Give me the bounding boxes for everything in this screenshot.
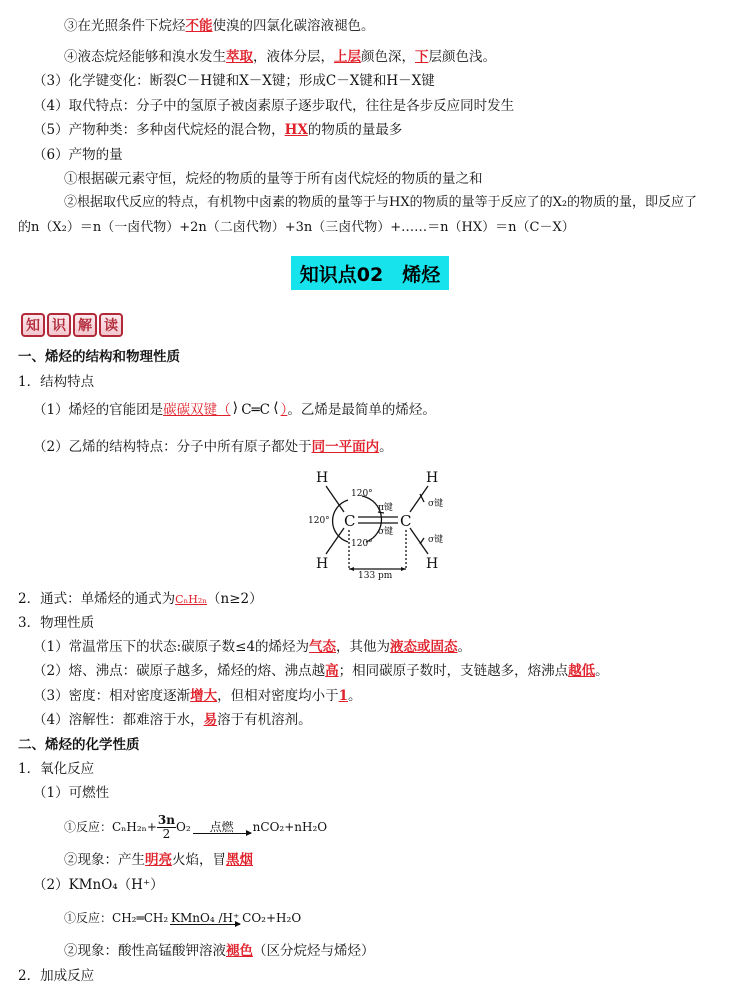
bond-h-c-tr: [410, 486, 428, 512]
point-6: （6）产物的量: [33, 147, 123, 163]
answer-general-formula: CₙH₂ₙ: [175, 593, 208, 606]
bond-h-c-tl: [326, 486, 344, 512]
answer-liquid-solid: 液态或固态: [390, 639, 458, 655]
phys-1-suffix: 。: [457, 639, 472, 655]
kmno4-arrow: [170, 912, 240, 925]
answer-functional-group-end: ）: [280, 402, 288, 418]
kmno4-phenomenon: [64, 941, 375, 961]
atom-h-bottom-right: H: [426, 556, 439, 572]
point-6-2: ②根据取代反应的特点，有机物中卤素的物质的量等于与HX的物质的量等于反应了的X₂的物质的量，即反应了: [64, 195, 698, 210]
s1-line1-prefix: （1）烯烃的官能团是: [33, 402, 164, 418]
s1-sub2: [18, 589, 263, 610]
s1-sub1: 1．结构特点: [18, 374, 95, 390]
dim-arrow-right: [401, 567, 406, 571]
s2-sub1: 1．氧化反应: [18, 761, 95, 777]
double-bond-structure: ⟩ C═C ⟨: [232, 400, 279, 418]
angle-bottom-label: 120°: [351, 539, 373, 549]
angle-left-label: 120°: [308, 516, 330, 526]
phys-4: [33, 710, 312, 730]
s1-line1: [33, 400, 436, 420]
bond-length-label: 133 pm: [358, 571, 393, 581]
s1-sub2-suffix: （n≥2）: [207, 591, 263, 607]
kmno4-condition: KMnO₄ /H⁺: [171, 911, 240, 925]
sigma-bottom-pointer: [420, 538, 424, 544]
combustion-phenomenon-middle: 火焰，冒: [172, 852, 226, 868]
s1-sub3: 3．物理性质: [18, 615, 95, 631]
bond-h-c-br: [410, 528, 428, 554]
combustion-reaction-label: ①反应：: [64, 820, 113, 834]
answer-one: 1: [338, 688, 348, 704]
item-4-suffix: 层颜色浅。: [428, 49, 496, 65]
tag-du: 读: [99, 313, 123, 337]
kmno4-phenomenon-prefix: ②现象：酸性高锰酸钾溶液: [64, 943, 226, 959]
answer-xia: 下: [415, 49, 429, 65]
combustion-arrow: [193, 821, 251, 834]
phys-3: [33, 686, 362, 706]
tag-shi: 识: [47, 313, 71, 337]
answer-black-smoke: 黑烟: [226, 852, 253, 868]
ethylene-structure-diagram: [300, 466, 470, 581]
phys-1: [33, 637, 471, 657]
item-4-middle: ，液体分层，: [253, 49, 334, 65]
phys-2: [33, 661, 609, 681]
point-5-prefix: （5）产物种类：多种卤代烷烃的混合物，: [33, 122, 285, 138]
sigma-top-label: σ键: [428, 499, 444, 509]
answer-bu-neng: 不能: [185, 18, 213, 34]
answer-gas: 气态: [309, 639, 337, 655]
point-4: （4）取代特点：分子中的氢原子被卤素原子逐步取代，往往是各步反应同时发生: [33, 98, 515, 114]
answer-higher: 高: [325, 663, 339, 679]
combustion-coefficient-den: 2: [162, 827, 171, 841]
sigma-bottom-label: σ键: [428, 535, 444, 545]
item-4: [64, 47, 496, 67]
atom-c-left: C: [344, 512, 356, 530]
s1-line1-suffix: 。乙烯是最简单的烯烃。: [287, 402, 436, 418]
double-bond-formula: C═C: [241, 402, 270, 418]
combustion-product: nCO₂+nH₂O: [252, 820, 328, 834]
combustion-reaction: [64, 814, 327, 841]
atom-c-right: C: [400, 512, 412, 530]
phys-1-prefix: （1）常温常压下的状态:碳原子数≤4的烯烃为: [33, 639, 310, 655]
dim-arrow-left: [349, 567, 354, 571]
s1-line2-prefix: （2）乙烯的结构特点：分子中所有原子都处于: [33, 439, 312, 455]
atom-h-top-right: H: [426, 470, 439, 486]
angle-top-label: 120°: [351, 489, 373, 499]
atom-h-bottom-left: H: [316, 556, 329, 572]
pi-bond-label: π键: [378, 503, 393, 513]
item-4-prefix: ④液态烷烃能够和溴水发生: [64, 49, 226, 65]
kmno4-title: （2）KMnO₄（H⁺）: [33, 877, 164, 893]
combustion-coefficient: [157, 814, 176, 841]
phys-4-suffix: 溶于有机溶剂。: [217, 712, 312, 728]
answer-fade: 褪色: [226, 943, 253, 959]
answer-increase: 增大: [190, 688, 218, 704]
s1-line2: [33, 437, 393, 457]
point-5: [33, 120, 402, 140]
tag-jie: 解: [73, 313, 97, 337]
answer-hx: HX: [284, 122, 308, 138]
point-6-1: ①根据碳元素守恒，烷烃的物质的量等于所有卤代烷烃的物质的量之和: [64, 171, 483, 187]
s1-line2-suffix: 。: [379, 439, 393, 455]
answer-functional-group: 碳碳双键（: [163, 402, 231, 418]
item-4-middle2: 颜色深，: [361, 49, 415, 65]
combustion-phenomenon-prefix: ②现象：产生: [64, 852, 145, 868]
answer-cui-qu: 萃取: [226, 49, 253, 65]
point-3: （3）化学键变化：断裂C－H键和X－X键；形成C－X键和H－X键: [33, 73, 435, 89]
phys-3-middle: ，但相对密度均小于: [217, 688, 339, 704]
combustion-phenomenon: [64, 850, 253, 870]
answer-bright: 明亮: [145, 852, 172, 868]
kmno4-reactant: CH₂═CH₂: [112, 911, 169, 925]
kmno4-product: CO₂+H₂O: [242, 911, 302, 925]
answer-easy: 易: [203, 712, 218, 728]
answer-same-plane: 同一平面内: [311, 439, 380, 455]
kmno4-phenomenon-suffix: （区分烷烃与烯烃）: [253, 943, 375, 959]
knowledge-tags: [21, 313, 123, 337]
phys-1-middle: ，其他为: [336, 639, 391, 655]
combustion-coefficient-num: 3n: [157, 813, 175, 827]
s2-sub2: 2．加成反应: [18, 968, 95, 984]
phys-3-suffix: 。: [348, 688, 362, 704]
point-6-3: 的n（X₂）＝n（一卤代物）+2n（二卤代物）+3n（三卤代物）+……＝n（HX）＝n（C－X）: [18, 220, 575, 235]
s1-heading: 一、烯烃的结构和物理性质: [18, 349, 180, 365]
phys-2-prefix: （2）熔、沸点：碳原子越多，烯烃的熔、沸点越: [33, 663, 326, 679]
combustion-reactant: CₙH₂ₙ+: [112, 820, 157, 834]
tag-zhi: 知: [21, 313, 45, 337]
phys-2-middle: ；相同碳原子数时，支链越多，熔沸点: [338, 663, 569, 679]
combustion-title: （1）可燃性: [33, 785, 110, 801]
combustion-o2: O₂: [176, 820, 191, 834]
answer-shang-ceng: 上层: [334, 49, 361, 65]
s1-sub2-prefix: 2．通式：单烯烃的通式为: [18, 591, 176, 607]
s2-heading: 二、烯烃的化学性质: [18, 737, 140, 753]
sigma-bond-label: σ键: [378, 527, 394, 537]
item-3-prefix: ③在光照条件下烷烃: [64, 18, 186, 34]
item-3-suffix: 使溴的四氯化碳溶液褪色。: [212, 18, 375, 34]
atom-h-top-left: H: [316, 470, 329, 486]
phys-3-prefix: （3）密度：相对密度逐渐: [33, 688, 191, 704]
kmno4-reaction-label: ①反应：: [64, 911, 113, 925]
section-title: 知识点02 烯烃: [291, 256, 449, 290]
item-3: [64, 16, 375, 36]
phys-4-prefix: （4）溶解性：都难溶于水，: [33, 712, 204, 728]
point-5-suffix: 的物质的量最多: [307, 122, 403, 138]
combustion-condition: 点燃: [209, 820, 234, 834]
phys-2-suffix: 。: [595, 663, 609, 679]
kmno4-reaction: [64, 905, 301, 931]
answer-lower: 越低: [568, 663, 596, 679]
